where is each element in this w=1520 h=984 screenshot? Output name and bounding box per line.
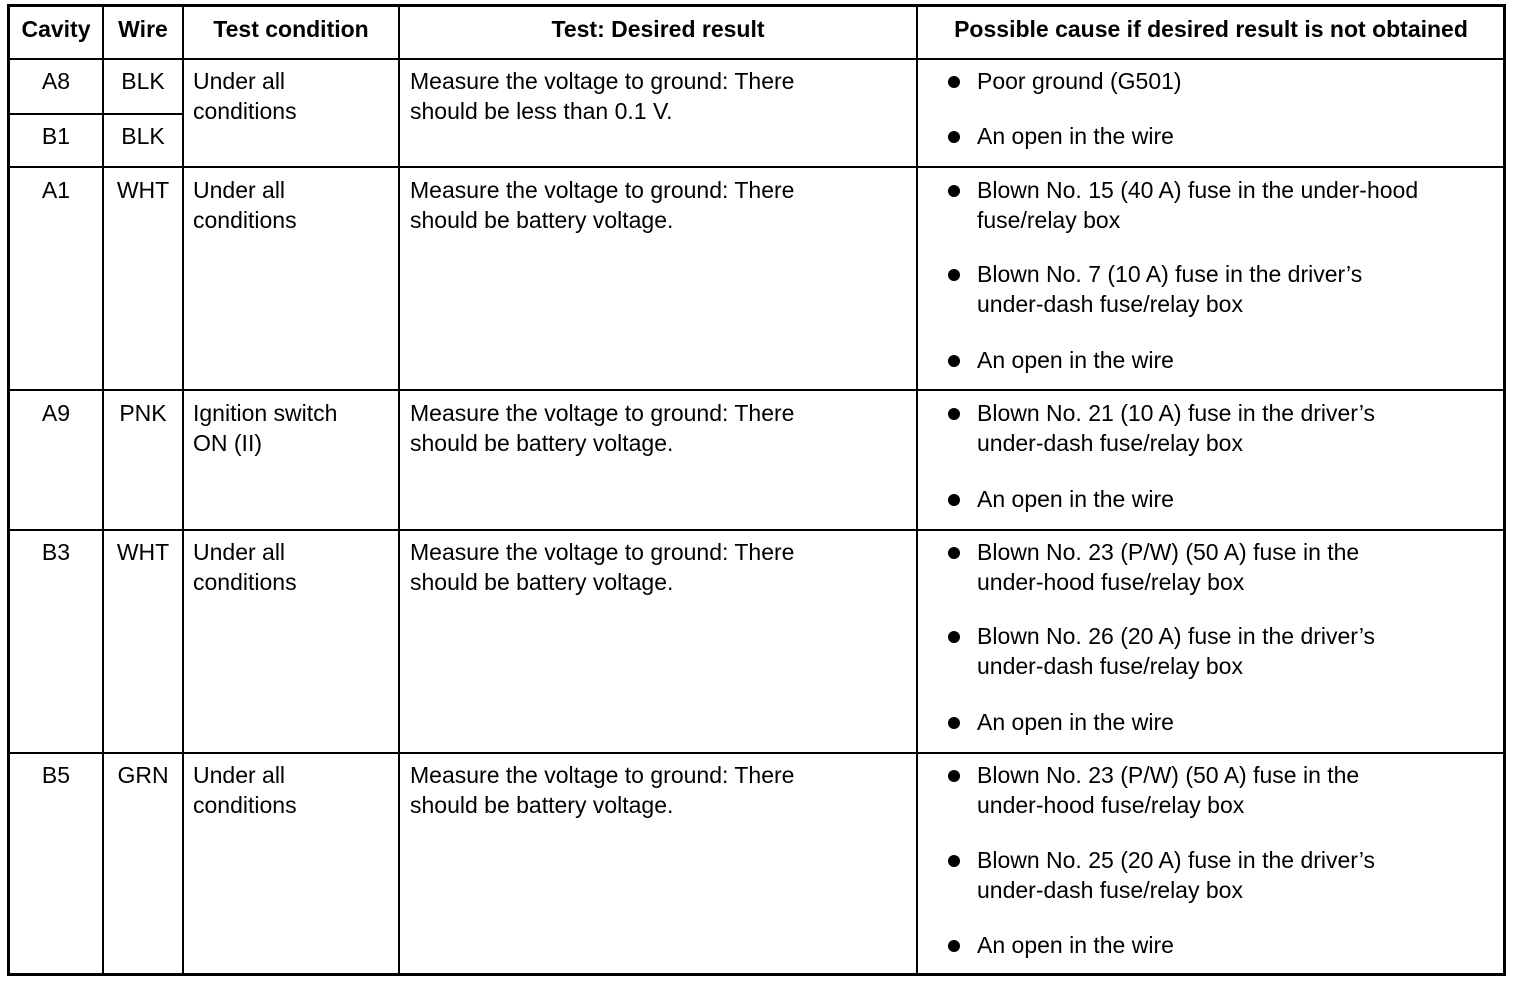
cause-line: fuse/relay box (977, 207, 1121, 233)
bullet-icon (948, 76, 960, 88)
cause-line: under-hood fuse/relay box (977, 569, 1245, 595)
cause-line: An open in the wire (977, 932, 1174, 958)
bullet-icon (948, 355, 960, 367)
header-test-condition: Test condition (213, 16, 369, 42)
cause-line: under-dash fuse/relay box (977, 291, 1243, 317)
row-divider (9, 166, 1504, 168)
bullet-icon (948, 631, 960, 643)
bullet-icon (948, 770, 960, 782)
row-divider (9, 529, 1504, 531)
row-divider (9, 752, 1504, 754)
result-line: Measure the voltage to ground: There (410, 68, 795, 94)
result-line: should be battery voltage. (410, 569, 674, 595)
result-line: Measure the voltage to ground: There (410, 177, 795, 203)
cause-line: Blown No. 15 (40 A) fuse in the under-hood (977, 177, 1419, 203)
header-wire: Wire (118, 16, 168, 42)
column-divider-cavity-wire (102, 6, 104, 974)
result-line: Measure the voltage to ground: There (410, 539, 795, 565)
bullet-icon (948, 494, 960, 506)
wire-cell: PNK (119, 400, 167, 426)
condition-line: ON (II) (193, 430, 262, 456)
condition-line: Ignition switch (193, 400, 338, 426)
wire-cell: BLK (121, 68, 165, 94)
condition-line: Under all (193, 539, 286, 565)
bullet-icon (948, 940, 960, 952)
cause-line: Poor ground (G501) (977, 68, 1182, 94)
cavity-cell: A1 (41, 177, 71, 203)
condition-line: Under all (193, 177, 286, 203)
header-desired-result: Test: Desired result (551, 16, 765, 42)
cause-line: An open in the wire (977, 709, 1174, 735)
subrow-divider-a8-b1 (9, 113, 182, 115)
cavity-cell: B5 (41, 762, 71, 788)
result-line: Measure the voltage to ground: There (410, 400, 795, 426)
result-line: should be battery voltage. (410, 430, 674, 456)
column-divider-wire-condition (182, 6, 184, 974)
bullet-icon (948, 185, 960, 197)
condition-line: conditions (193, 792, 297, 818)
column-divider-result-cause (916, 6, 918, 974)
header-cavity: Cavity (21, 16, 91, 42)
bullet-icon (948, 717, 960, 729)
row-divider (9, 389, 1504, 391)
cavity-cell: A9 (41, 400, 71, 426)
wire-cell: GRN (117, 762, 169, 788)
cause-line: Blown No. 25 (20 A) fuse in the driver’s (977, 847, 1376, 873)
result-line: Measure the voltage to ground: There (410, 762, 795, 788)
wire-cell: WHT (116, 539, 170, 565)
cause-line: under-dash fuse/relay box (977, 877, 1243, 903)
condition-line: Under all (193, 762, 286, 788)
bullet-icon (948, 131, 960, 143)
cause-line: Blown No. 21 (10 A) fuse in the driver’s (977, 400, 1376, 426)
cause-line: under-hood fuse/relay box (977, 792, 1245, 818)
table-frame (7, 4, 1506, 976)
result-line: should be battery voltage. (410, 792, 674, 818)
cause-line: An open in the wire (977, 347, 1174, 373)
bullet-icon (948, 269, 960, 281)
cause-line: An open in the wire (977, 123, 1174, 149)
cause-line: Blown No. 7 (10 A) fuse in the driver’s (977, 261, 1363, 287)
bullet-icon (948, 547, 960, 559)
condition-line: Under all (193, 68, 286, 94)
bullet-icon (948, 855, 960, 867)
cause-line: Blown No. 23 (P/W) (50 A) fuse in the (977, 762, 1360, 788)
cause-line: under-dash fuse/relay box (977, 653, 1243, 679)
condition-line: conditions (193, 207, 297, 233)
cause-line: under-dash fuse/relay box (977, 430, 1243, 456)
bullet-icon (948, 408, 960, 420)
cavity-cell: A8 (41, 68, 71, 94)
cause-line: Blown No. 23 (P/W) (50 A) fuse in the (977, 539, 1360, 565)
column-divider-condition-result (398, 6, 400, 974)
cavity-cell: B3 (41, 539, 71, 565)
wire-cell: BLK (121, 123, 165, 149)
header-divider (9, 58, 1504, 60)
cavity-cell: B1 (41, 123, 71, 149)
condition-line: conditions (193, 569, 297, 595)
result-line: should be battery voltage. (410, 207, 674, 233)
cause-line: An open in the wire (977, 486, 1174, 512)
header-possible-cause: Possible cause if desired result is not obtained (954, 16, 1468, 42)
condition-line: conditions (193, 98, 297, 124)
result-line: should be less than 0.1 V. (410, 98, 673, 124)
wire-cell: WHT (116, 177, 170, 203)
cause-line: Blown No. 26 (20 A) fuse in the driver’s (977, 623, 1376, 649)
